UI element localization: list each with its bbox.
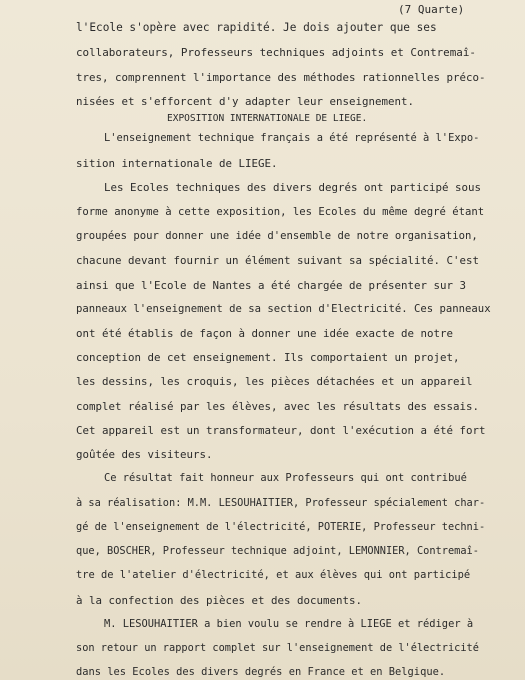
text-line: tre de l'atelier d'électricité, et aux élèves qui ont participé <box>76 569 471 581</box>
text-line: à sa réalisation: M.M. LESOUHAITIER, Professeur spécialement char- <box>76 497 486 509</box>
text-line: Les Ecoles techniques des divers degrés ont participé sous <box>104 181 482 194</box>
text-line: Cet appareil est un transformateur, dont l'exécution a été fort <box>76 424 486 437</box>
text-line: M. LESOUHAITIER a bien voulu se rendre à LIEGE et rédiger à <box>104 618 474 630</box>
text-line: ont été établis de façon à donner une idée exacte de notre <box>76 327 454 340</box>
text-line: ainsi que l'Ecole de Nantes a été chargée de présenter sur 3 <box>76 279 467 292</box>
text-line: L'enseignement technique français a été représenté à l'Expo- <box>104 132 480 144</box>
text-line: conception de cet enseignement. Ils comportaient un projet, <box>76 351 460 364</box>
text-line: son retour un rapport complet sur l'enseignement de l'électricité <box>76 642 479 654</box>
text-line: chacune devant fournir un élément suivant sa spécialité. C'est <box>76 254 480 267</box>
text-line: goûtée des visiteurs. <box>76 448 213 461</box>
text-line: gé de l'enseignement de l'électricité, POTERIE, Professeur techni- <box>76 521 486 533</box>
text-line: Ce résultat fait honneur aux Professeurs qui ont contribué <box>104 472 467 484</box>
text-line: que, BOSCHER, Professeur technique adjoint, LEMONNIER, Contremaî- <box>76 545 479 557</box>
text-line: collaborateurs, Professeurs techniques adjoints et Contremaî- <box>76 46 476 59</box>
text-line: complet réalisé par les élèves, avec les résultats des essais. <box>76 400 480 413</box>
text-line: les dessins, les croquis, les pièces détachées et un appareil <box>76 375 473 388</box>
page-number: (7 Quarte) <box>398 3 465 16</box>
text-line: forme anonyme à cette exposition, les Ecoles du même degré étant <box>76 206 485 218</box>
text-line: dans les Ecoles des divers degrés en France et en Belgique. <box>76 666 446 678</box>
text-line: nisées et s'efforcent d'y adapter leur enseignement. <box>76 95 415 108</box>
text-line: à la confection des pièces et des documents. <box>76 594 363 607</box>
text-line: sition internationale de LIEGE. <box>76 157 278 170</box>
text-line: panneaux l'enseignement de sa section d'Electricité. Ces panneaux <box>76 303 491 315</box>
text-line: groupées pour donner une idée d'ensemble de notre organisation, <box>76 230 478 242</box>
text-line: tres, comprennent l'importance des méthodes rationnelles préco- <box>76 71 486 84</box>
text-line: l'Ecole s'opère avec rapidité. Je dois ajouter que ses <box>76 21 437 34</box>
section-heading: EXPOSITION INTERNATIONALE DE LIEGE. <box>167 113 368 124</box>
